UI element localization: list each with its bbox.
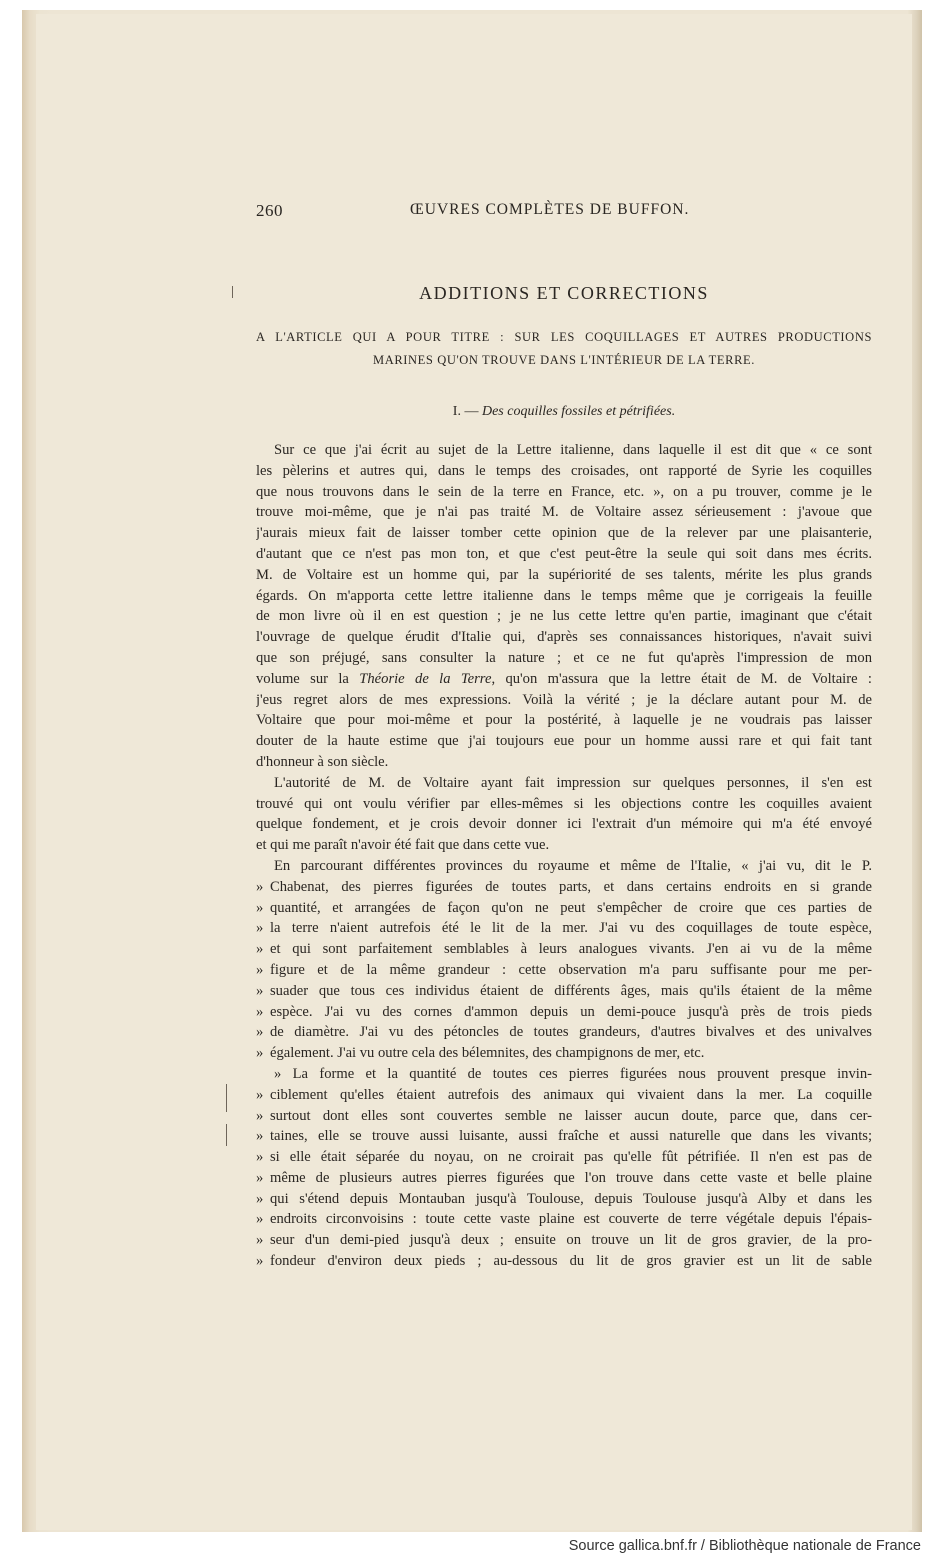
quote-mark: » — [256, 1190, 264, 1207]
sub-heading — [256, 404, 872, 420]
quoted-line — [256, 1168, 872, 1189]
text-run: même de plusieurs autres pierres figurées que l'on trouve dans cette vaste et belle plaine — [270, 1169, 872, 1186]
margin-mark — [226, 1124, 227, 1146]
text-run: de diamètre. J'ai vu des pétoncles de toutes grandeurs, d'autres bivalves et des univalves — [270, 1024, 872, 1041]
quote-mark: » — [256, 1211, 264, 1228]
text-run: , qu'on m'assura que la lettre était de M. de Voltaire : — [491, 670, 872, 687]
text-line: que son préjugé, sans consulter la nature ; et ce ne fut qu'après l'impression de mon — [256, 649, 872, 666]
quoted-line — [256, 1085, 872, 1106]
quote-mark: » — [256, 899, 264, 916]
quote-mark: » — [256, 920, 264, 937]
quote-mark: » — [256, 1107, 264, 1124]
quote-mark: » — [256, 941, 264, 958]
margin-mark — [226, 1084, 227, 1112]
text-run: taines, elle se trouve aussi luisante, aussi fraîche et aussi naturelle que dans les vivants; — [270, 1128, 872, 1145]
text-line: trouve moi-même, que je n'ai pas traité M. de Voltaire assez sérieusement : j'avoue que — [256, 504, 872, 521]
quote-mark: » — [256, 1149, 264, 1166]
book-title-italic: Théorie de la Terre — [359, 670, 492, 687]
text-run: et qui sont parfaitement semblables à leurs analogues vivants. J'en ai vu de la même — [270, 941, 872, 958]
text-run: qui s'étend depuis Montauban jusqu'à Toulouse, depuis Toulouse jusqu'à Alby et dans les — [270, 1190, 872, 1207]
text-run: quantité, et arrangées de façon qu'on ne peut s'empêcher de croire que ces parties de — [270, 899, 872, 916]
running-head — [256, 201, 872, 227]
text-run: fondeur d'environ deux pieds ; au-dessous du lit de gros gravier est un lit de sable — [270, 1253, 872, 1270]
quote-mark: » — [256, 1045, 264, 1062]
text-line: de mon livre où il en est question ; je ne lus cette lettre qu'en partie, imaginant que c'était — [256, 608, 872, 625]
quoted-line — [256, 981, 872, 1002]
quoted-line — [256, 1230, 872, 1251]
text-run: endroits circonvoisins : toute cette vaste plaine est couverte de terre végétale depuis l'épais- — [270, 1211, 872, 1228]
text-line: En parcourant différentes provinces du royaume et même de l'Italie, « j'ai vu, dit le P. — [274, 857, 872, 874]
text-run: Chabenat, des pierres figurées de toutes parts, et dans certains endroits en si grande — [270, 878, 872, 895]
text-line: j'eus regret alors de mes expressions. Voilà la vérité ; je la déclare autant pour M. de — [256, 691, 872, 708]
quoted-line — [256, 1022, 872, 1043]
subtitle-line-2: MARINES QU'ON TROUVE DANS L'INTÉRIEUR DE LA TERRE. — [373, 353, 755, 367]
quoted-line — [256, 877, 872, 898]
quoted-line — [256, 1002, 872, 1023]
quote-mark: » — [256, 878, 264, 895]
sub-heading-number: I. — — [452, 404, 479, 419]
quoted-line — [256, 1209, 872, 1230]
text-run: également. J'ai vu outre cela des bélemnites, des champignons de mer, etc. — [270, 1045, 705, 1062]
subtitle-line-1: A L'ARTICLE QUI A POUR TITRE : SUR LES COQUILLAGES ET AUTRES PRODUCTIONS — [256, 330, 872, 344]
margin-mark — [232, 286, 233, 298]
text-run: surtout dont elles sont couvertes semble ne laisser aucun doute, parce que, dans cer- — [270, 1107, 872, 1124]
quoted-line — [256, 1189, 872, 1210]
text-line: d'autant que ce n'est pas mon ton, et que c'est peut-être la seule qui soit dans mes écrits. — [256, 545, 872, 562]
paragraph-2 — [256, 773, 872, 856]
paragraph-4 — [256, 1064, 872, 1272]
quoted-line — [256, 1147, 872, 1168]
text-line: L'autorité de M. de Voltaire ayant fait impression sur quelques personnes, il s'en est — [274, 774, 872, 791]
text-run: ciblement qu'elles étaient autrefois des animaux qui vivaient dans la mer. La coquille — [270, 1086, 872, 1103]
text-run: figure et de la même grandeur : cette observation m'a paru suffisante pour me per- — [270, 961, 872, 978]
text-line: l'ouvrage de quelque érudit d'Italie qui, d'après ses connaissances historiques, n'avait suivi — [256, 629, 872, 646]
quoted-line — [256, 939, 872, 960]
text-run: la terre n'aient autrefois été le lit de la mer. J'ai vu des coquillages de toute espèce, — [270, 920, 872, 937]
text-line — [256, 669, 872, 690]
body-text — [256, 440, 872, 1272]
quote-mark: » — [256, 1024, 264, 1041]
quote-mark: » — [256, 1003, 264, 1020]
text-line: que nous trouvons dans le sein de la terre en France, etc. », on a pu trouver, comme je le — [256, 483, 872, 500]
text-line: trouvé qui ont voulu vérifier par elles-mêmes si les objections contre les coquilles avaient — [256, 795, 872, 812]
quote-mark: » — [256, 982, 264, 999]
text-line: M. de Voltaire est un homme qui, par la supériorité de ses talents, mérite les plus grands — [256, 566, 872, 583]
section-title: ADDITIONS ET CORRECTIONS — [419, 283, 709, 303]
running-title: ŒUVRES COMPLÈTES DE BUFFON. — [410, 201, 690, 218]
quote-mark: » — [256, 1128, 264, 1145]
text-line: Voltaire que pour moi-même et pour la postérité, à laquelle je ne voudrais pas laisser — [256, 712, 872, 729]
quoted-line — [256, 1126, 872, 1147]
text-line: Sur ce que j'ai écrit au sujet de la Lettre italienne, dans laquelle il est dit que « ce sont — [274, 442, 872, 458]
text-run: suader que tous ces individus étaient de différents âges, mais qu'ils étaient de la même — [270, 982, 872, 999]
text-line: quelque fondement, et je crois devoir donner ici l'extrait d'un mémoire qui m'a été envoyé — [256, 816, 872, 833]
quote-mark: » — [256, 1232, 264, 1249]
text-run: volume sur la — [256, 670, 360, 687]
text-run: seur d'un demi-pied jusqu'à deux ; ensuite on trouve un lit de gros gravier, de la pro- — [270, 1232, 872, 1249]
sub-heading-title: Des coquilles fossiles et pétrifiées. — [481, 404, 676, 419]
quoted-line — [256, 960, 872, 981]
quoted-line — [256, 1043, 872, 1064]
text-line: et qui me paraît n'avoir été fait que dans cette vue. — [256, 837, 550, 854]
quote-mark: » — [256, 961, 264, 978]
text-line: douter de la haute estime que j'ai toujours eue pour un homme aussi rare et qui fait tant — [256, 733, 872, 750]
paragraph-1 — [256, 440, 872, 773]
quoted-line — [256, 898, 872, 919]
quoted-line — [256, 918, 872, 939]
text-run: espèce. J'ai vu des cornes d'ammon depuis un demi-pouce jusqu'à près de trois pieds — [270, 1003, 872, 1020]
quote-mark: » — [256, 1169, 264, 1186]
quote-mark: » — [256, 1253, 264, 1270]
paragraph-3 — [256, 856, 872, 1064]
text-line: » La forme et la quantité de toutes ces pierres figurées nous prouvent presque invin- — [274, 1065, 872, 1082]
text-run: si elle était séparée du noyau, on ne croirait pas qu'elle fût pétrifiée. Il n'en est pas de — [270, 1149, 872, 1166]
quote-mark: » — [256, 1086, 264, 1103]
quoted-line — [256, 1251, 872, 1272]
quoted-line — [256, 1106, 872, 1127]
text-line: d'honneur à son siècle. — [256, 753, 389, 770]
page-number: 260 — [256, 201, 283, 220]
text-line: égards. On m'apporta cette lettre italienne dans le temps même que je corrigeais la feuille — [256, 587, 872, 604]
source-credit: Source gallica.bnf.fr / Bibliothèque nationale de France — [568, 1538, 921, 1554]
text-line: les pèlerins et autres qui, dans le temps des croisades, ont rapporté de Syrie les coquilles — [256, 462, 872, 479]
text-line: j'aurais mieux fait de laisser tomber cette opinion que de la relever par une plaisanterie, — [256, 525, 872, 542]
